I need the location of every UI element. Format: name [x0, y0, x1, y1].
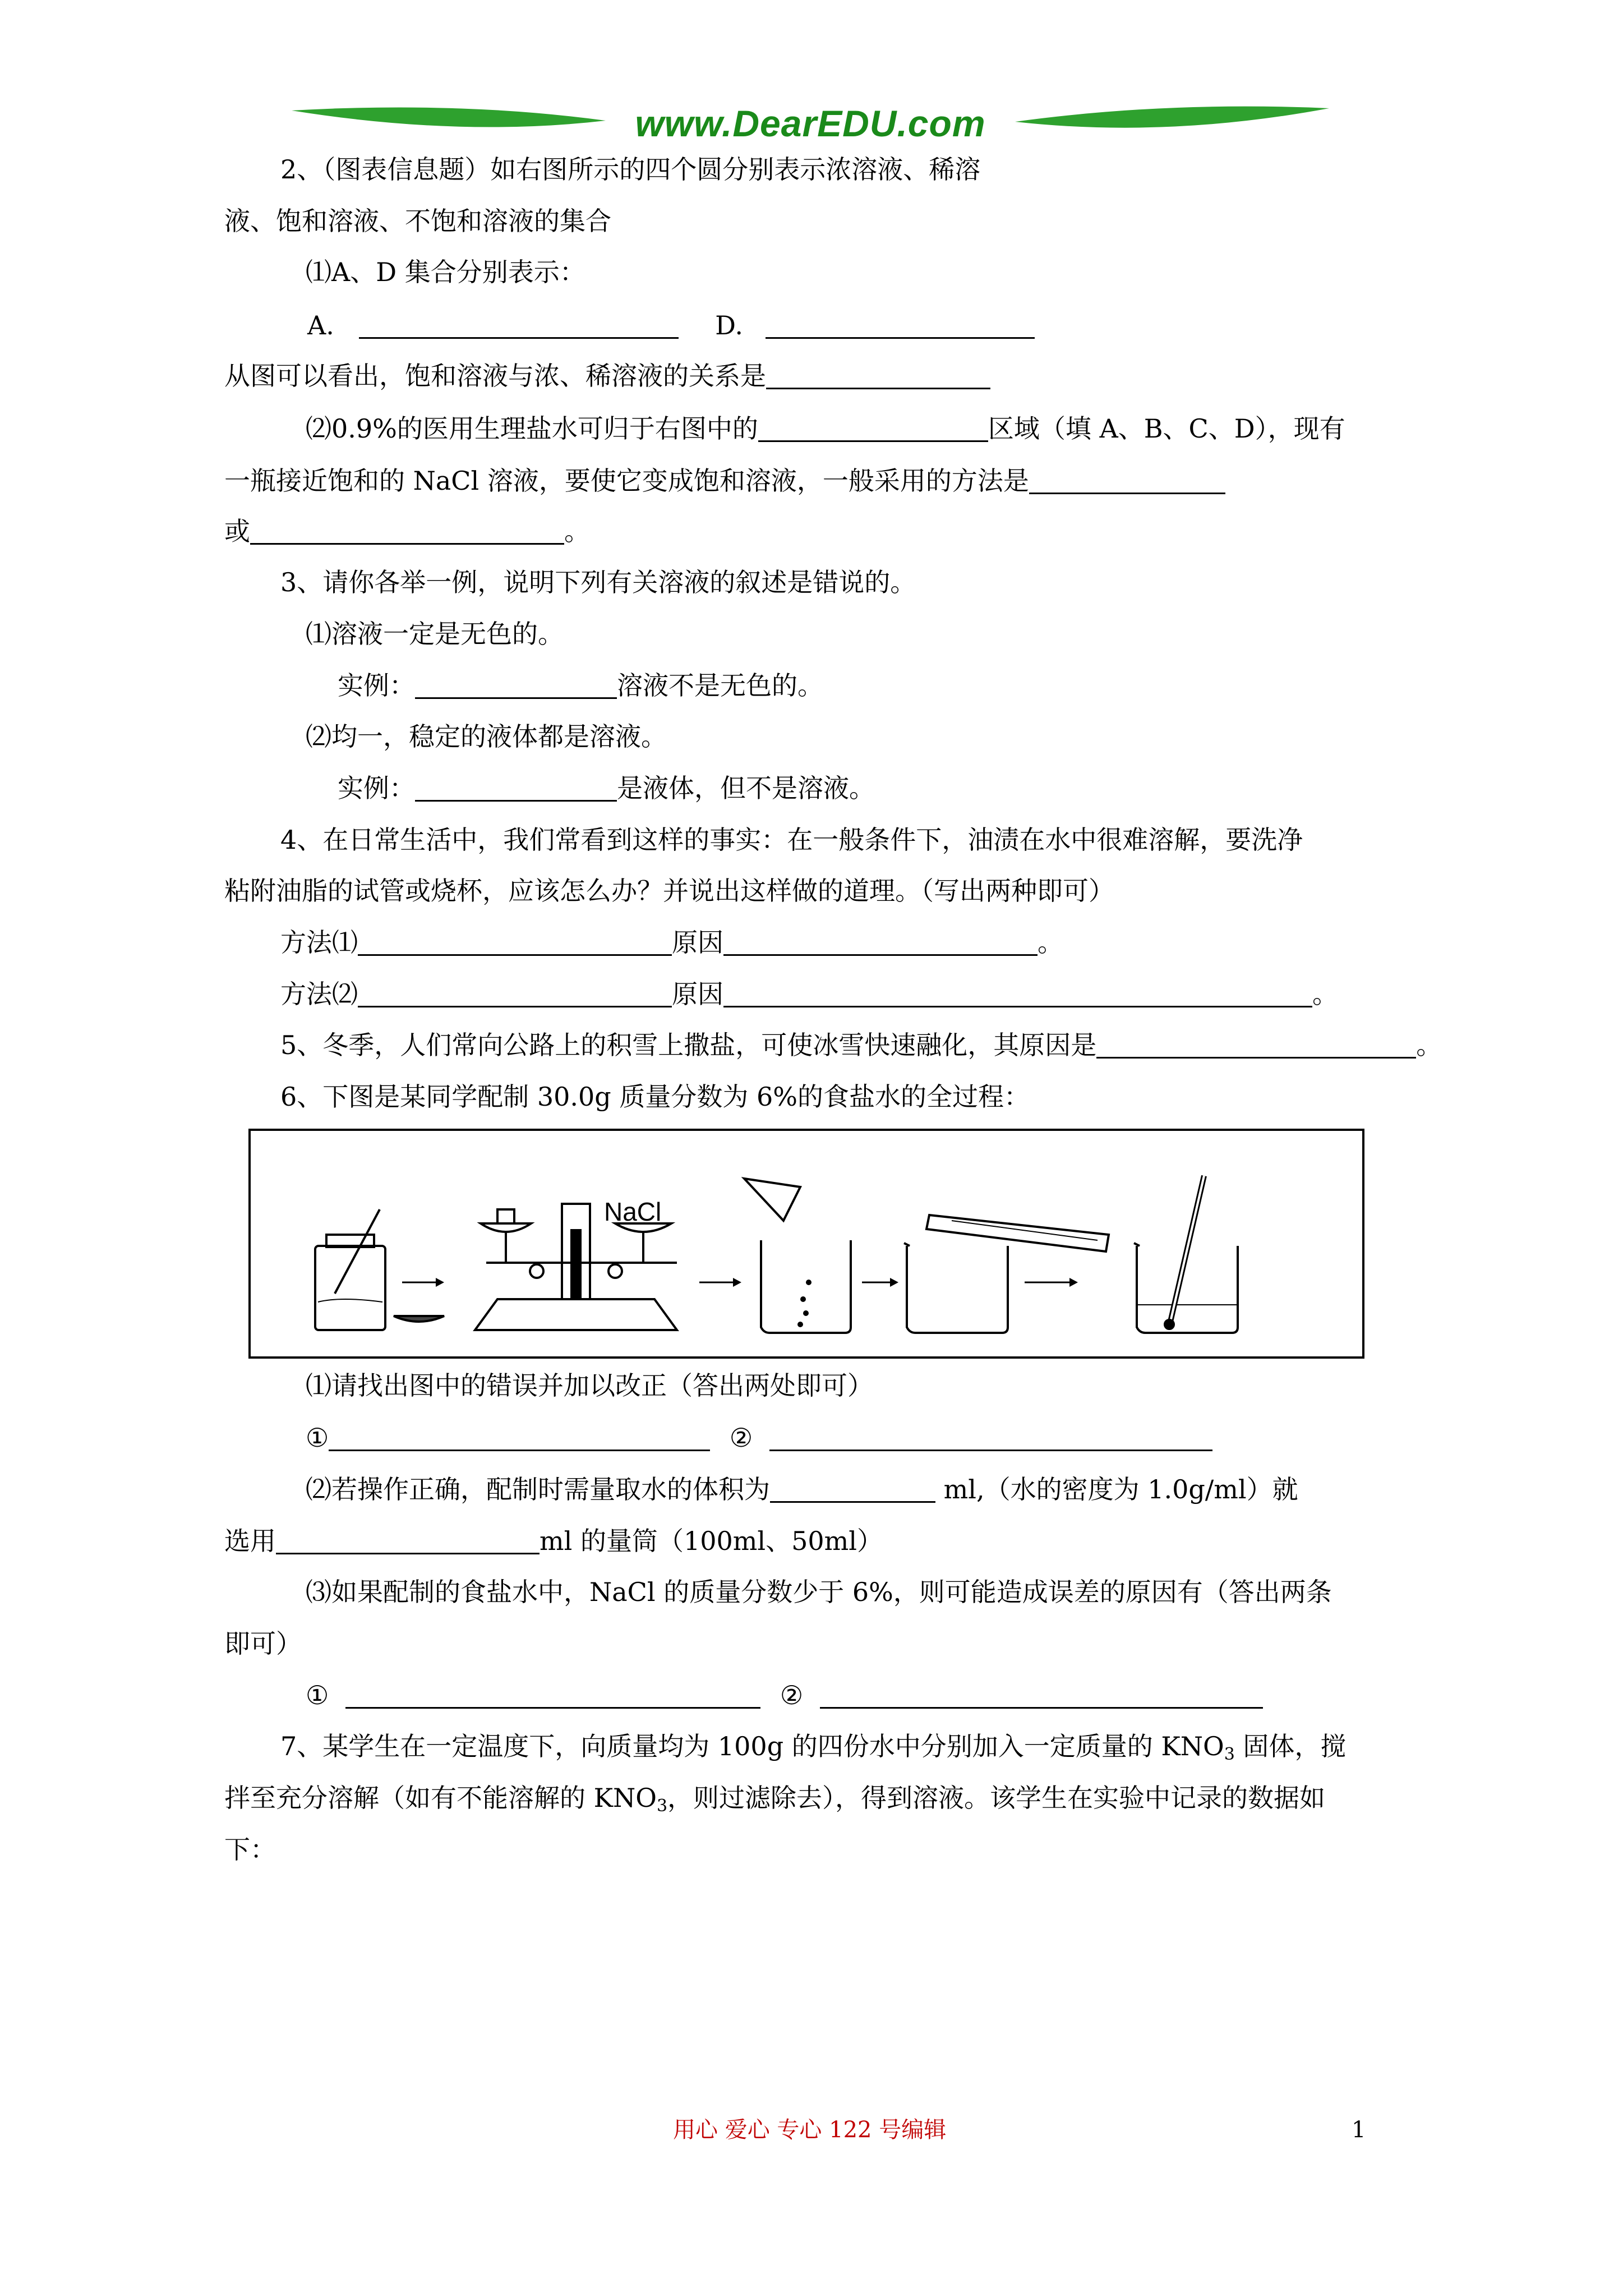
q7-l2-subscript: 3: [656, 1796, 668, 1816]
q6-s2-text-d: ml 的量筒（100ml、50ml）: [540, 1526, 883, 1556]
q7-l1-text-a: 7、某学生在一定温度下，向质量均为 100g 的四份水中分别加入一定质量的 KNO: [280, 1731, 1224, 1761]
q4-reason2-label: 原因: [672, 979, 723, 1009]
q6-circle-1: ①: [306, 1423, 329, 1453]
answer-blank-correction1[interactable]: [329, 1421, 710, 1451]
balance-base: [475, 1299, 677, 1330]
experiment-drawing: [251, 1131, 1362, 1356]
bottle-lid: [394, 1316, 444, 1322]
q6-circle-2: ②: [729, 1423, 753, 1453]
q7-line3: 下：: [224, 1834, 276, 1865]
q3-ex2-tail: 是液体，但不是溶液。: [617, 773, 875, 803]
q2-sub2-period: 。: [564, 516, 590, 546]
q6-s2-line2: [224, 1524, 883, 1558]
nacl-label: NaCl: [604, 1197, 662, 1226]
q6-s2-line1: [306, 1473, 1298, 1506]
q7-l2-text-a: 拌至充分溶解（如有不能溶解的 KNO: [224, 1783, 657, 1813]
q6-circle-4: ②: [780, 1680, 804, 1710]
q3-ex1-tail: 溶液不是无色的。: [617, 670, 823, 701]
answer-blank-q5[interactable]: [1096, 1029, 1416, 1059]
answer-blank-reason-a[interactable]: [723, 926, 1038, 956]
q4-method1-label: 方法⑴: [280, 927, 358, 958]
q3-s2: ⑵均一，稳定的液体都是溶液。: [306, 721, 667, 752]
answer-blank-reason2[interactable]: [820, 1679, 1263, 1709]
beaker-1: [761, 1240, 851, 1333]
q3-ex2-label: 实例：: [338, 773, 415, 803]
page-number: 1: [1352, 2117, 1366, 2143]
q6-s3-line2: 即可）: [224, 1628, 302, 1659]
answer-blank-method2[interactable]: [250, 515, 564, 545]
q3-example1: [338, 669, 823, 702]
answer-blank-region[interactable]: [758, 412, 988, 442]
q6-s2-text-c: 选用: [224, 1526, 276, 1556]
q7-line1: [280, 1729, 1346, 1772]
q4-end1: 。: [1038, 927, 1063, 958]
q3-title: 3、请你各举一例，说明下列有关溶液的叙述是错说的。: [280, 567, 916, 597]
q5-end: 。: [1416, 1030, 1442, 1060]
q7-line2: [224, 1781, 1325, 1823]
reagent-bottle: [315, 1246, 385, 1330]
spoon: [335, 1209, 380, 1294]
q2-relation: [224, 359, 990, 393]
q6-s3-line1: ⑶如果配制的食盐水中，NaCl 的质量分数少于 6%，则可能造成误差的原因有（答出两条: [306, 1577, 1332, 1607]
weighing-paper: [744, 1179, 800, 1221]
q7-l1-subscript: 3: [1224, 1745, 1235, 1764]
beaker-2: [907, 1246, 1008, 1333]
q5: [280, 1028, 1442, 1062]
answer-blank-ex2[interactable]: [415, 772, 617, 802]
q2-sub2-line3: [224, 514, 590, 548]
q6-corrections: [306, 1421, 1212, 1455]
q2-title-line1: 2、（图表信息题）如右图所示的四个圆分别表示浓溶液、稀溶: [280, 154, 981, 185]
answer-blank-a[interactable]: [359, 309, 679, 339]
q6-title: 6、下图是某同学配制 30.0g 质量分数为 6%的食盐水的全过程：: [280, 1082, 1030, 1112]
answer-blank-ex1[interactable]: [415, 669, 617, 699]
answer-blank-method-b[interactable]: [358, 978, 672, 1007]
q2-sub2-text-c: 一瓶接近饱和的 NaCl 溶液，要使它变成饱和溶液，一般采用的方法是: [224, 466, 1029, 496]
q4-method1: [280, 926, 1063, 959]
answer-blank-d[interactable]: [766, 309, 1035, 339]
q2-relation-text: 从图可以看出，饱和溶液与浓、稀溶液的关系是: [224, 361, 766, 391]
q2-sub1: ⑴A、D 集合分别表示：: [306, 257, 585, 287]
answer-blank-relation[interactable]: [766, 360, 990, 389]
q6-s2-text-a: ⑵若操作正确，配制时需量取水的体积为: [306, 1474, 770, 1504]
q4-method2: [280, 977, 1338, 1011]
answer-blank-reason-b[interactable]: [723, 978, 1312, 1007]
q5-text: 5、冬季，人们常向公路上的积雪上撒盐，可使冰雪快速融化，其原因是: [280, 1030, 1097, 1060]
q2-sub2-line2: [224, 464, 1225, 498]
q4-reason1-label: 原因: [672, 927, 723, 958]
answer-blank-correction2[interactable]: [769, 1421, 1212, 1451]
q6-reasons: [306, 1678, 1263, 1712]
label-a: A.: [307, 310, 334, 341]
weight: [497, 1209, 514, 1223]
left-pan: [481, 1223, 531, 1232]
site-banner: [292, 98, 1329, 149]
q7-l2-text-b: ，则过滤除去），得到溶液。该学生在实验中记录的数据如: [667, 1783, 1326, 1813]
q2-sub2-text-a: ⑵0.9%的医用生理盐水可归于右图中的: [306, 413, 758, 444]
answer-blank-cylinder[interactable]: [276, 1525, 540, 1554]
answer-blank-reason1[interactable]: [345, 1679, 760, 1709]
q6-circle-3: ①: [306, 1680, 329, 1710]
q2-sub2-text-b: 区域（填 A、B、C、D），现有: [988, 413, 1345, 444]
banner-text[interactable]: www.DearEDU.com: [635, 103, 986, 144]
experiment-figure: [248, 1129, 1364, 1359]
q4-line1: 4、在日常生活中，我们常看到这样的事实：在一般条件下，油渍在水中很难溶解，要洗净: [280, 825, 1303, 855]
q7-l1-text-b: 固体，搅: [1234, 1731, 1347, 1761]
footer-editor-note: 用心 爱心 专心 122 号编辑: [673, 2117, 947, 2143]
q6-s2-text-b: ml,（水的密度为 1.0g/ml）就: [943, 1474, 1298, 1504]
q3-example2: [338, 771, 875, 805]
answer-blank-method-a[interactable]: [358, 926, 672, 956]
answer-blank-method1[interactable]: [1029, 464, 1225, 494]
q2-sub2-text-or: 或: [224, 516, 250, 546]
q2-sub2-line1: [306, 412, 1345, 445]
label-d: D.: [715, 310, 743, 341]
q4-method2-label: 方法⑵: [280, 979, 358, 1009]
q4-end2: 。: [1312, 979, 1338, 1009]
q3-s1: ⑴溶液一定是无色的。: [306, 619, 564, 649]
answer-blank-volume[interactable]: [770, 1473, 935, 1503]
q3-ex1-label: 实例：: [338, 670, 415, 701]
q2-answer-row: [307, 309, 1035, 342]
q4-line2: 粘附油脂的试管或烧杯，应该怎么办？并说出这样做的道理。（写出两种即可）: [224, 876, 1114, 906]
q6-s1: ⑴请找出图中的错误并加以改正（答出两处即可）: [306, 1370, 873, 1401]
q2-title-line2: 液、饱和溶液、不饱和溶液的集合: [224, 206, 611, 236]
